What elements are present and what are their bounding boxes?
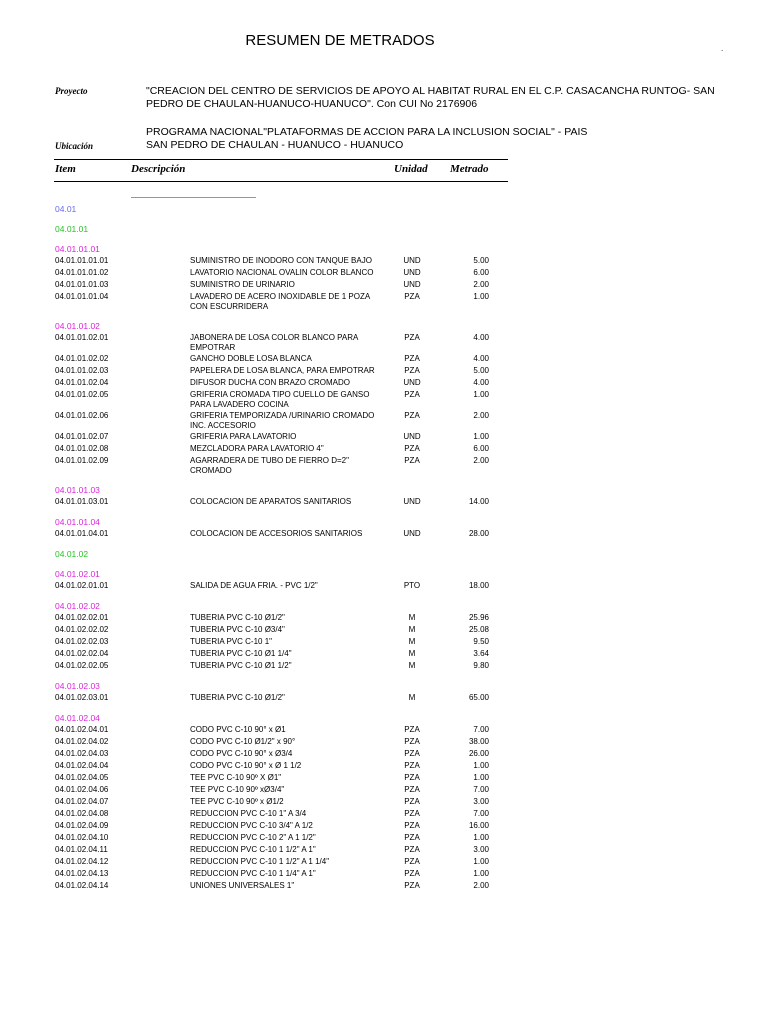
item-unit: PTO: [403, 581, 421, 590]
item-code: 04.01.02.02.02: [55, 625, 109, 634]
item-code: 04.01.01.02.08: [55, 444, 109, 453]
item-quantity: 1.00: [473, 292, 489, 301]
item-code: 04.01.02.04.12: [55, 857, 109, 866]
item-unit: PZA: [404, 869, 420, 878]
item-unit: PZA: [404, 333, 420, 342]
column-header-unidad: Unidad: [394, 163, 428, 175]
section-code: 04.01.02.01: [55, 569, 100, 579]
table-row: [0, 267, 768, 279]
item-unit: PZA: [404, 354, 420, 363]
item-description: TUBERIA PVC C-10 Ø1 1/4": [190, 649, 292, 658]
item-unit: PZA: [404, 797, 420, 806]
item-quantity: 26.00: [468, 749, 489, 758]
item-code: 04.01.02.04.08: [55, 809, 109, 818]
item-description: REDUCCION PVC C-10 1" A 3/4: [190, 809, 307, 818]
item-unit: M: [408, 637, 416, 646]
item-code: 04.01.02.04.11: [55, 845, 108, 854]
table-row: [0, 868, 768, 880]
item-description: TUBERIA PVC C-10 Ø1/2": [190, 693, 285, 702]
item-code: 04.01.02.01.01: [55, 581, 109, 590]
column-header-descripcion: Descripción: [131, 163, 186, 175]
item-description: REDUCCION PVC C-10 1 1/4" A 1": [190, 869, 316, 878]
item-quantity: 1.00: [473, 857, 489, 866]
table-row: [0, 580, 768, 592]
table-row: [0, 692, 768, 704]
item-unit: PZA: [404, 456, 420, 465]
item-description: TEE PVC C-10 90º x Ø1/2: [190, 797, 284, 806]
item-description: DIFUSOR DUCHA CON BRAZO CROMADO: [190, 378, 351, 387]
item-quantity: 1.00: [473, 773, 489, 782]
table-row: [0, 796, 768, 808]
item-code: 04.01.02.04.13: [55, 869, 109, 878]
table-row: [0, 636, 768, 648]
item-code: 04.01.02.04.06: [55, 785, 109, 794]
item-description: REDUCCION PVC C-10 3/4" A 1/2: [190, 821, 313, 830]
header-bottom-rule: [54, 181, 508, 182]
table-row: [0, 528, 768, 540]
table-row: [0, 844, 768, 856]
item-quantity: 6.00: [473, 268, 489, 277]
item-quantity: 9.50: [473, 637, 489, 646]
table-row: [0, 410, 768, 431]
item-description: GRIFERIA PARA LAVATORIO: [190, 432, 297, 441]
section-code: 04.01.02.02: [55, 601, 100, 611]
item-unit: PZA: [404, 809, 420, 818]
item-description: REDUCCION PVC C-10 2" A 1 1/2": [190, 833, 316, 842]
section-code: 04.01.01.03: [55, 485, 100, 495]
item-description: TUBERIA PVC C-10 Ø1/2": [190, 613, 285, 622]
section-code: 04.01.01.01: [55, 244, 100, 254]
item-unit: PZA: [404, 390, 420, 399]
item-unit: PZA: [404, 785, 420, 794]
header-top-rule: [54, 159, 508, 160]
item-code: 04.01.02.04.03: [55, 749, 109, 758]
item-quantity: 25.96: [468, 613, 489, 622]
section-code: 04.01.01.04: [55, 517, 100, 527]
item-code: 04.01.01.03.01: [55, 497, 109, 506]
item-code: 04.01.02.04.09: [55, 821, 109, 830]
item-unit: UND: [403, 497, 421, 506]
table-row: [0, 496, 768, 508]
item-quantity: 4.00: [473, 354, 489, 363]
section-code: 04.01: [55, 204, 77, 214]
page-title: RESUMEN DE METRADOS: [245, 32, 435, 49]
item-code: 04.01.02.02.01: [55, 613, 109, 622]
item-quantity: 2.00: [473, 280, 489, 289]
item-description: REDUCCION PVC C-10 1 1/2" A 1": [190, 845, 316, 854]
item-description: CODO PVC C-10 Ø1/2" x 90°: [190, 737, 296, 746]
item-quantity: 2.00: [473, 456, 489, 465]
item-quantity: 7.00: [473, 725, 489, 734]
item-unit: M: [408, 661, 416, 670]
item-code: 04.01.02.04.10: [55, 833, 109, 842]
table-row: [0, 748, 768, 760]
item-code: 04.01.01.02.06: [55, 411, 109, 420]
table-row: [0, 648, 768, 660]
item-description: GANCHO DOBLE LOSA BLANCA: [190, 354, 312, 363]
item-description: CODO PVC C-10 90° x Ø 1 1/2: [190, 761, 302, 770]
item-code: 04.01.02.04.01: [55, 725, 109, 734]
item-description: PAPELERA DE LOSA BLANCA, PARA EMPOTRAR: [190, 366, 375, 375]
item-description: SUMINISTRO DE URINARIO: [190, 280, 295, 289]
table-row: [0, 784, 768, 796]
item-quantity: 1.00: [473, 869, 489, 878]
item-quantity: 3.00: [473, 845, 489, 854]
item-description: COLOCACION DE APARATOS SANITARIOS: [190, 497, 352, 506]
item-code: 04.01.01.02.09: [55, 456, 109, 465]
item-unit: PZA: [404, 857, 420, 866]
item-description: TUBERIA PVC C-10 Ø1 1/2": [190, 661, 292, 670]
item-quantity: 28.00: [468, 529, 489, 538]
table-row: [0, 880, 768, 892]
section-code: 04.01.02: [55, 549, 89, 559]
item-code: 04.01.01.01.02: [55, 268, 109, 277]
table-row: [0, 365, 768, 377]
item-unit: PZA: [404, 761, 420, 770]
item-unit: PZA: [404, 833, 420, 842]
table-row: [0, 612, 768, 624]
item-quantity: 3.00: [473, 797, 489, 806]
item-unit: PZA: [404, 725, 420, 734]
table-row: [0, 724, 768, 736]
item-code: 04.01.01.01.03: [55, 280, 109, 289]
table-row: [0, 832, 768, 844]
item-quantity: 65.00: [468, 693, 489, 702]
description-underline: [131, 197, 256, 198]
item-quantity: 7.00: [473, 785, 489, 794]
item-unit: M: [408, 613, 416, 622]
item-description: SALIDA DE AGUA FRIA. - PVC 1/2": [190, 581, 318, 590]
item-quantity: 9.80: [473, 661, 489, 670]
item-quantity: 1.00: [473, 833, 489, 842]
item-unit: PZA: [404, 292, 420, 301]
item-code: 04.01.02.02.04: [55, 649, 109, 658]
item-unit: PZA: [404, 881, 420, 890]
item-code: 04.01.01.02.05: [55, 390, 109, 399]
item-description: LAVATORIO NACIONAL OVALIN COLOR BLANCO: [190, 268, 374, 277]
item-unit: PZA: [404, 366, 420, 375]
column-header-metrado: Metrado: [450, 163, 489, 175]
item-unit: PZA: [404, 737, 420, 746]
item-quantity: 4.00: [473, 378, 489, 387]
item-code: 04.01.01.02.07: [55, 432, 109, 441]
item-code: 04.01.02.02.03: [55, 637, 109, 646]
item-unit: PZA: [404, 845, 420, 854]
item-quantity: 18.00: [468, 581, 489, 590]
proyecto-text: "CREACION DEL CENTRO DE SERVICIOS DE APOYO AL HABITAT RURAL EN EL C.P. CASACANCHA RUNTOG- SAN PEDRO DE CHAULAN-HUANUCO-HUANUCO". Con CUI No 2176906: [146, 85, 715, 110]
item-quantity: 5.00: [473, 366, 489, 375]
ubicacion-text: SAN PEDRO DE CHAULAN - HUANUCO - HUANUCO: [146, 139, 404, 151]
item-code: 04.01.02.04.14: [55, 881, 109, 890]
item-description: REDUCCION PVC C-10 1 1/2" A 1 1/4": [190, 857, 330, 866]
item-unit: UND: [403, 378, 421, 387]
table-row: [0, 820, 768, 832]
item-description: COLOCACION DE ACCESORIOS SANITARIOS: [190, 529, 363, 538]
item-description: MEZCLADORA PARA LAVATORIO 4": [190, 444, 324, 453]
item-unit: PZA: [404, 821, 420, 830]
section-code: 04.01.01.02: [55, 321, 100, 331]
item-description: GRIFERIA CROMADA TIPO CUELLO DE GANSO PARA LAVADERO COCINA: [190, 390, 370, 409]
item-quantity: 1.00: [473, 761, 489, 770]
table-row: [0, 660, 768, 672]
item-code: 04.01.01.01.04: [55, 292, 109, 301]
metrados-table: [0, 203, 768, 892]
programa-text: PROGRAMA NACIONAL"PLATAFORMAS DE ACCION PARA LA INCLUSION SOCIAL" - PAIS: [146, 126, 588, 138]
section-code: 04.01.02.03: [55, 681, 100, 691]
item-description: GRIFERIA TEMPORIZADA /URINARIO CROMADO INC. ACCESORIO: [190, 411, 375, 430]
item-code: 04.01.02.04.07: [55, 797, 109, 806]
item-quantity: 14.00: [468, 497, 489, 506]
item-description: TUBERIA PVC C-10 Ø3/4": [190, 625, 285, 634]
item-code: 04.01.02.03.01: [55, 693, 109, 702]
item-unit: M: [408, 625, 416, 634]
table-row: [0, 431, 768, 443]
item-code: 04.01.01.01.01: [55, 256, 109, 265]
table-row: [0, 377, 768, 389]
table-row: [0, 624, 768, 636]
item-code: 04.01.01.02.03: [55, 366, 109, 375]
item-description: AGARRADERA DE TUBO DE FIERRO D=2" CROMADO: [190, 456, 349, 475]
item-description: CODO PVC C-10 90° x Ø1: [190, 725, 286, 734]
item-quantity: 3.64: [473, 649, 489, 658]
section-code: 04.01.01: [55, 224, 89, 234]
item-unit: PZA: [404, 749, 420, 758]
ubicacion-label: Ubicación: [55, 141, 93, 151]
item-code: 04.01.02.04.02: [55, 737, 109, 746]
item-description: LAVADERO DE ACERO INOXIDABLE DE 1 POZA CON ESCURRIDERA: [190, 292, 370, 311]
item-code: 04.01.02.04.05: [55, 773, 109, 782]
item-unit: PZA: [404, 773, 420, 782]
item-unit: UND: [403, 280, 421, 289]
item-unit: PZA: [404, 444, 420, 453]
item-quantity: 2.00: [473, 881, 489, 890]
item-quantity: 7.00: [473, 809, 489, 818]
item-code: 04.01.02.04.04: [55, 761, 109, 770]
item-unit: M: [408, 693, 416, 702]
item-unit: UND: [403, 256, 421, 265]
table-row: [0, 279, 768, 291]
item-description: SUMINISTRO DE INODORO CON TANQUE BAJO: [190, 256, 372, 265]
table-row: [0, 808, 768, 820]
item-quantity: 4.00: [473, 333, 489, 342]
item-quantity: 25.08: [468, 625, 489, 634]
item-code: 04.01.01.04.01: [55, 529, 109, 538]
table-row: [0, 760, 768, 772]
table-row: [0, 443, 768, 455]
table-row: [0, 255, 768, 267]
item-quantity: 2.00: [473, 411, 489, 420]
item-quantity: 5.00: [473, 256, 489, 265]
item-quantity: 1.00: [473, 390, 489, 399]
item-quantity: 1.00: [473, 432, 489, 441]
item-unit: UND: [403, 529, 421, 538]
proyecto-label: Proyecto: [55, 86, 88, 96]
table-row: [0, 353, 768, 365]
item-unit: PZA: [404, 411, 420, 420]
table-row: [0, 455, 768, 476]
column-header-item: Item: [55, 163, 76, 175]
table-row: [0, 389, 768, 410]
table-row: [0, 736, 768, 748]
section-code: 04.01.02.04: [55, 713, 100, 723]
item-quantity: 38.00: [468, 737, 489, 746]
item-unit: M: [408, 649, 416, 658]
item-unit: UND: [403, 432, 421, 441]
item-code: 04.01.02.02.05: [55, 661, 109, 670]
item-quantity: 6.00: [473, 444, 489, 453]
item-description: CODO PVC C-10 90° x Ø3/4: [190, 749, 293, 758]
item-code: 04.01.01.02.01: [55, 333, 109, 342]
item-description: TEE PVC C-10 90º xØ3/4": [190, 785, 285, 794]
item-unit: UND: [403, 268, 421, 277]
table-row: [0, 856, 768, 868]
corner-dot: .: [721, 44, 724, 53]
table-row: [0, 332, 768, 353]
item-description: UNIONES UNIVERSALES 1": [190, 881, 295, 890]
item-code: 04.01.01.02.02: [55, 354, 109, 363]
table-row: [0, 291, 768, 312]
item-description: TUBERIA PVC C-10 1": [190, 637, 272, 646]
item-code: 04.01.01.02.04: [55, 378, 109, 387]
item-quantity: 16.00: [468, 821, 489, 830]
item-description: TEE PVC C-10 90º X Ø1": [190, 773, 282, 782]
item-description: JABONERA DE LOSA COLOR BLANCO PARA EMPOTRAR: [190, 333, 358, 352]
table-row: [0, 772, 768, 784]
